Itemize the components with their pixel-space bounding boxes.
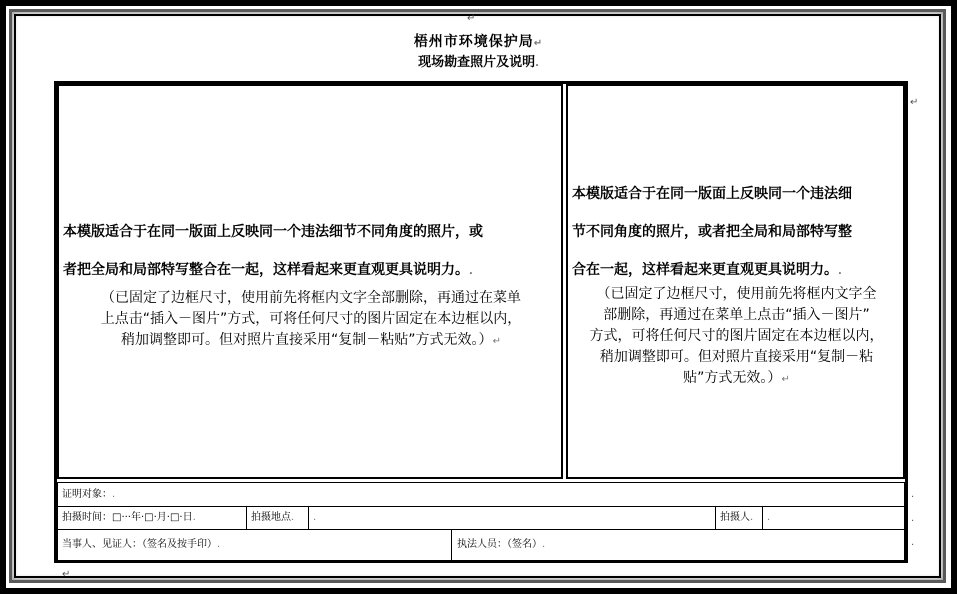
text-line: 稍加调整即可。但对照片直接采用“复制－粘贴”方式无效。）↵ bbox=[121, 332, 501, 348]
paragraph-mark: . bbox=[535, 58, 539, 69]
form-row-divider bbox=[57, 506, 905, 507]
shoot-place-label: 拍摄地点 bbox=[251, 512, 291, 523]
enforcement-officer-field[interactable]: 执法人员：（签名）. bbox=[457, 539, 546, 550]
form-row-divider bbox=[57, 482, 905, 483]
form-col-divider bbox=[451, 529, 452, 560]
row-end-mark: . bbox=[911, 489, 915, 500]
form-row-divider bbox=[57, 529, 905, 530]
subtitle-text: 现场勘查照片及说明 bbox=[418, 55, 536, 70]
photographer-field[interactable]: . bbox=[767, 512, 771, 523]
page-subtitle bbox=[0, 51, 957, 70]
form-col-divider bbox=[57, 482, 58, 560]
form-col-divider bbox=[308, 506, 309, 529]
form-col-divider bbox=[715, 506, 716, 529]
right-template-description[interactable] bbox=[572, 175, 902, 291]
form-col-divider bbox=[762, 506, 763, 529]
photographer-label: 拍摄人 bbox=[720, 512, 750, 523]
text-line: 方式，可将任何尺寸的图片固定在本边框以内， bbox=[589, 328, 884, 344]
paragraph-mark: ↵ bbox=[467, 13, 476, 24]
right-template-instructions[interactable] bbox=[570, 284, 903, 390]
form-col-divider bbox=[246, 506, 247, 529]
text-line: 上点击“插入－图片”方式，可将任何尺寸的图片固定在本边框以内， bbox=[100, 311, 522, 327]
proof-object-label: 证明对象： bbox=[62, 489, 112, 500]
text-line: （已固定了边框尺寸，使用前先将框内文字全 bbox=[596, 286, 877, 302]
proof-object-field[interactable]: 证明对象：. bbox=[62, 489, 116, 500]
text-line: 部删除，再通过在菜单上点击“插入－图片” bbox=[603, 307, 870, 323]
text-line: 贴”方式无效。）↵ bbox=[683, 370, 790, 386]
left-template-instructions[interactable] bbox=[61, 288, 561, 352]
text-line: 者把全局和局部特写整合在一起，这样看起来更直观更具说明力。. bbox=[63, 262, 473, 278]
party-witness-field[interactable]: 当事人、见证人：（签名及按手印）. bbox=[62, 539, 221, 550]
photographer-label-cell: 拍摄人. bbox=[720, 512, 754, 523]
text-line: 本模版适合于在同一版面上反映同一个违法细节不同角度的照片，或 bbox=[63, 224, 483, 240]
party-witness-label: 当事人、见证人：（签名及按手印） bbox=[62, 539, 217, 550]
left-template-description[interactable] bbox=[63, 213, 559, 291]
paragraph-mark: ↵ bbox=[62, 569, 71, 580]
text-line: 节不同角度的照片，或者把全局和局部特写整 bbox=[572, 224, 852, 240]
shoot-time-label: 拍摄时间：□···年·□·月·□·日 bbox=[62, 512, 193, 523]
shoot-place-field[interactable]: . bbox=[313, 512, 317, 523]
paragraph-mark: ↵ bbox=[533, 38, 544, 49]
enforcement-officer-label: 执法人员：（签名） bbox=[457, 539, 542, 550]
text-line: （已固定了边框尺寸，使用前先将框内文字全部删除，再通过在菜单 bbox=[101, 290, 521, 306]
shoot-place-label-cell: 拍摄地点. bbox=[251, 512, 295, 523]
row-end-mark: . bbox=[911, 537, 915, 548]
shoot-time-field[interactable]: 拍摄时间：□···年·□·月·□·日. bbox=[62, 512, 196, 523]
title-text: 梧州市环境保护局 bbox=[413, 34, 534, 50]
form-col-divider bbox=[904, 482, 905, 560]
paragraph-mark: ↵ bbox=[910, 97, 919, 108]
text-line: 稍加调整即可。但对照片直接采用“复制－粘 bbox=[599, 349, 874, 365]
text-line: 本模版适合于在同一版面上反映同一个违法细 bbox=[572, 186, 852, 202]
text-line: 合在一起，这样看起来更直观更具说明力。. bbox=[572, 262, 842, 278]
page-title bbox=[0, 31, 957, 51]
row-end-mark: . bbox=[911, 513, 915, 524]
